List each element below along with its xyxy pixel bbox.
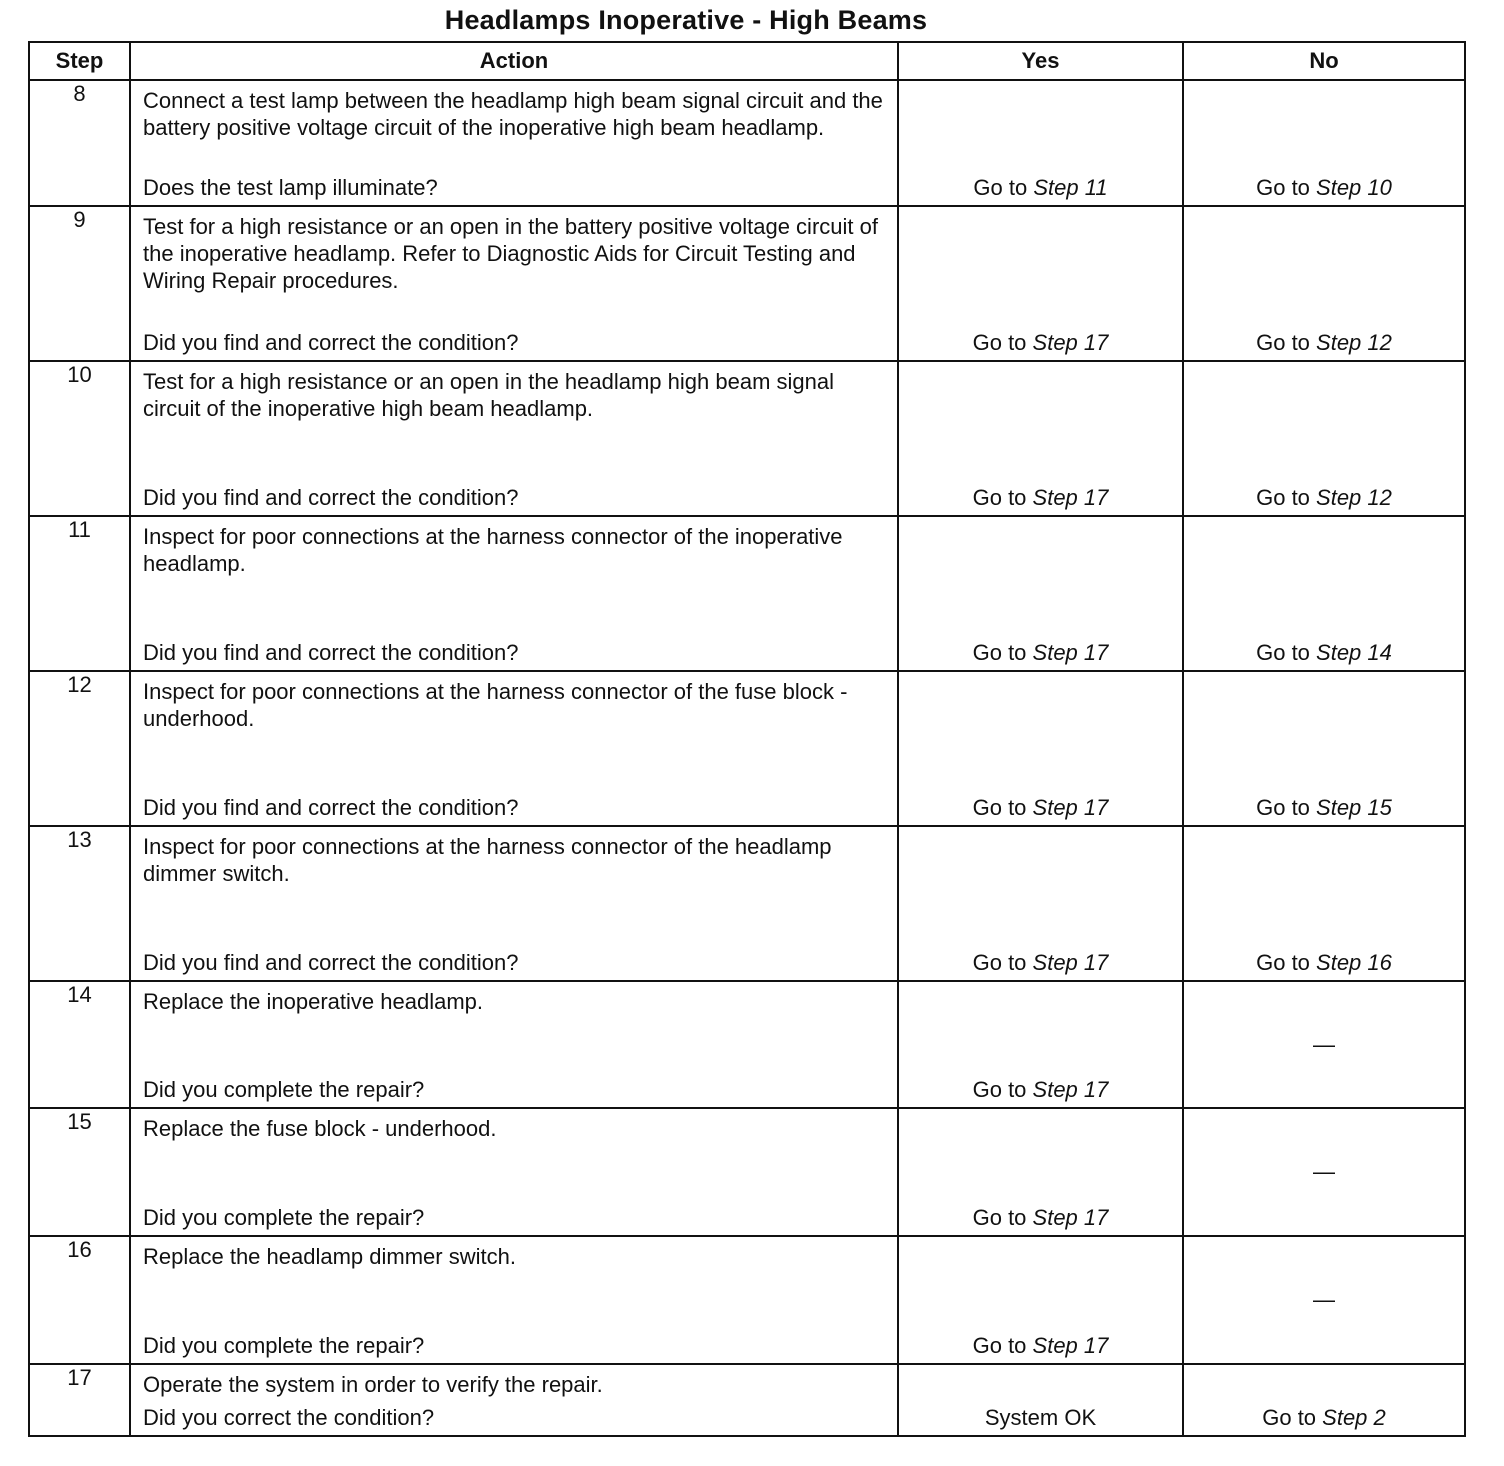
no-prefix: Go to — [1256, 640, 1317, 665]
no-answer — [1184, 484, 1464, 511]
step-number: 12 — [29, 671, 130, 826]
yes-cell — [898, 1364, 1183, 1436]
step-number: 13 — [29, 826, 130, 981]
table-row — [29, 206, 1465, 361]
yes-answer — [899, 1204, 1182, 1231]
yes-prefix: Go to — [972, 330, 1033, 355]
yes-prefix: Go to — [972, 640, 1033, 665]
yes-prefix: Go to — [973, 175, 1034, 200]
yes-prefix: System OK — [984, 1405, 1097, 1430]
action-question: Did you complete the repair? — [143, 1077, 425, 1102]
no-cell — [1183, 1108, 1465, 1236]
yes-answer — [899, 484, 1182, 511]
yes-prefix: Go to — [972, 795, 1033, 820]
yes-answer — [899, 639, 1182, 666]
step-number: 14 — [29, 981, 130, 1108]
action-text: Replace the headlamp dimmer switch. — [143, 1244, 516, 1269]
step-number: 11 — [29, 516, 130, 671]
no-prefix: Go to — [1256, 795, 1317, 820]
no-cell — [1183, 516, 1465, 671]
table-row — [29, 361, 1465, 516]
yes-answer — [899, 1404, 1182, 1431]
yes-step-ref: Step 17 — [1032, 1077, 1109, 1102]
action-text: Operate the system in order to verify the repair. — [143, 1372, 603, 1397]
no-cell — [1183, 1364, 1465, 1436]
action-cell — [130, 671, 898, 826]
action-question: Did you find and correct the condition? — [143, 485, 519, 510]
yes-cell — [898, 1108, 1183, 1236]
action-question: Did you find and correct the condition? — [143, 640, 519, 665]
table-row — [29, 1108, 1465, 1236]
no-step-ref: Step 15 — [1316, 795, 1392, 820]
no-cell — [1183, 361, 1465, 516]
action-text: Test for a high resistance or an open in the battery positive voltage circuit of the inoperative headlamp. Refer to Diagnostic Aids for Circuit Testing and Wiring Repair procedures. — [143, 214, 878, 293]
yes-answer — [899, 794, 1182, 821]
action-cell — [130, 1364, 898, 1436]
action-text: Replace the fuse block - underhood. — [143, 1116, 497, 1141]
table-row — [29, 981, 1465, 1108]
yes-prefix: Go to — [972, 1333, 1033, 1358]
action-question: Did you find and correct the condition? — [143, 950, 519, 975]
table-row — [29, 80, 1465, 206]
action-text: Inspect for poor connections at the harness connector of the inoperative headlamp. — [143, 524, 843, 576]
yes-cell — [898, 671, 1183, 826]
table-row — [29, 826, 1465, 981]
yes-step-ref: Step 17 — [1032, 1333, 1109, 1358]
no-cell — [1183, 826, 1465, 981]
yes-step-ref: Step 11 — [1033, 175, 1108, 200]
no-answer — [1184, 949, 1464, 976]
step-number: 15 — [29, 1108, 130, 1236]
step-number: 9 — [29, 206, 130, 361]
no-cell — [1183, 80, 1465, 206]
no-prefix: Go to — [1256, 485, 1317, 510]
action-cell — [130, 80, 898, 206]
action-cell — [130, 361, 898, 516]
yes-cell — [898, 981, 1183, 1108]
yes-prefix: Go to — [972, 1077, 1033, 1102]
no-step-ref: Step 16 — [1316, 950, 1392, 975]
no-answer-dash: — — [1313, 1159, 1335, 1184]
yes-cell — [898, 206, 1183, 361]
yes-cell — [898, 361, 1183, 516]
action-text: Replace the inoperative headlamp. — [143, 989, 484, 1014]
table-row — [29, 1364, 1465, 1436]
no-answer-dash: — — [1313, 1031, 1335, 1057]
yes-prefix: Go to — [972, 485, 1033, 510]
yes-step-ref: Step 17 — [1032, 330, 1109, 355]
no-cell — [1183, 1236, 1465, 1364]
no-answer-dash: — — [1313, 1287, 1335, 1312]
yes-prefix: Go to — [972, 1205, 1033, 1230]
no-answer — [1184, 174, 1464, 201]
action-question: Did you complete the repair? — [143, 1205, 425, 1230]
action-question: Did you complete the repair? — [143, 1333, 425, 1358]
yes-cell — [898, 80, 1183, 206]
action-text: Connect a test lamp between the headlamp high beam signal circuit and the battery positive voltage circuit of the inoperative high beam headlamp. — [143, 88, 883, 140]
no-answer — [1184, 639, 1464, 666]
header-step: Step — [29, 42, 130, 80]
no-step-ref: Step 10 — [1316, 175, 1392, 200]
yes-prefix: Go to — [972, 950, 1033, 975]
no-prefix: Go to — [1262, 1405, 1323, 1430]
action-cell — [130, 826, 898, 981]
action-cell — [130, 1236, 898, 1364]
page-title: Headlamps Inoperative - High Beams — [444, 5, 928, 35]
action-cell — [130, 981, 898, 1108]
yes-answer — [899, 329, 1182, 356]
no-answer — [1184, 329, 1464, 356]
header-action: Action — [130, 42, 898, 80]
yes-answer — [899, 949, 1182, 976]
action-text: Test for a high resistance or an open in the headlamp high beam signal circuit of the inoperative high beam headlamp. — [143, 369, 834, 421]
table-row — [29, 516, 1465, 671]
yes-step-ref: Step 17 — [1032, 485, 1109, 510]
no-prefix: Go to — [1256, 950, 1317, 975]
diagnostic-table — [28, 41, 1466, 1437]
no-prefix: Go to — [1256, 175, 1317, 200]
header-yes: Yes — [898, 42, 1183, 80]
yes-step-ref: Step 17 — [1032, 1205, 1109, 1230]
step-number: 8 — [29, 80, 130, 206]
action-question: Did you find and correct the condition? — [143, 795, 519, 820]
no-cell — [1183, 981, 1465, 1108]
yes-cell — [898, 516, 1183, 671]
table-row — [29, 1236, 1465, 1364]
table-row — [29, 671, 1465, 826]
step-number: 10 — [29, 361, 130, 516]
action-text: Inspect for poor connections at the harness connector of the headlamp dimmer switch. — [143, 834, 832, 886]
header-row — [29, 42, 1465, 80]
yes-answer — [899, 174, 1182, 201]
action-text: Inspect for poor connections at the harness connector of the fuse block - underhood. — [143, 679, 848, 731]
no-step-ref: Step 12 — [1316, 485, 1392, 510]
step-number: 16 — [29, 1236, 130, 1364]
yes-cell — [898, 1236, 1183, 1364]
yes-cell — [898, 826, 1183, 981]
action-question: Did you correct the condition? — [143, 1405, 435, 1430]
no-answer — [1184, 794, 1464, 821]
yes-step-ref: Step 17 — [1032, 950, 1109, 975]
no-cell — [1183, 206, 1465, 361]
header-no: No — [1183, 42, 1465, 80]
yes-answer — [899, 1332, 1182, 1359]
no-cell — [1183, 671, 1465, 826]
action-cell — [130, 516, 898, 671]
no-step-ref: Step 12 — [1316, 330, 1392, 355]
no-step-ref: Step 2 — [1322, 1405, 1386, 1430]
action-question: Does the test lamp illuminate? — [143, 175, 438, 200]
action-cell — [130, 206, 898, 361]
action-question: Did you find and correct the condition? — [143, 330, 519, 355]
no-step-ref: Step 14 — [1316, 640, 1392, 665]
no-prefix: Go to — [1256, 330, 1317, 355]
action-cell — [130, 1108, 898, 1236]
yes-answer — [899, 1076, 1182, 1103]
yes-step-ref: Step 17 — [1032, 640, 1109, 665]
yes-step-ref: Step 17 — [1032, 795, 1109, 820]
step-number: 17 — [29, 1364, 130, 1436]
no-answer — [1184, 1404, 1464, 1431]
